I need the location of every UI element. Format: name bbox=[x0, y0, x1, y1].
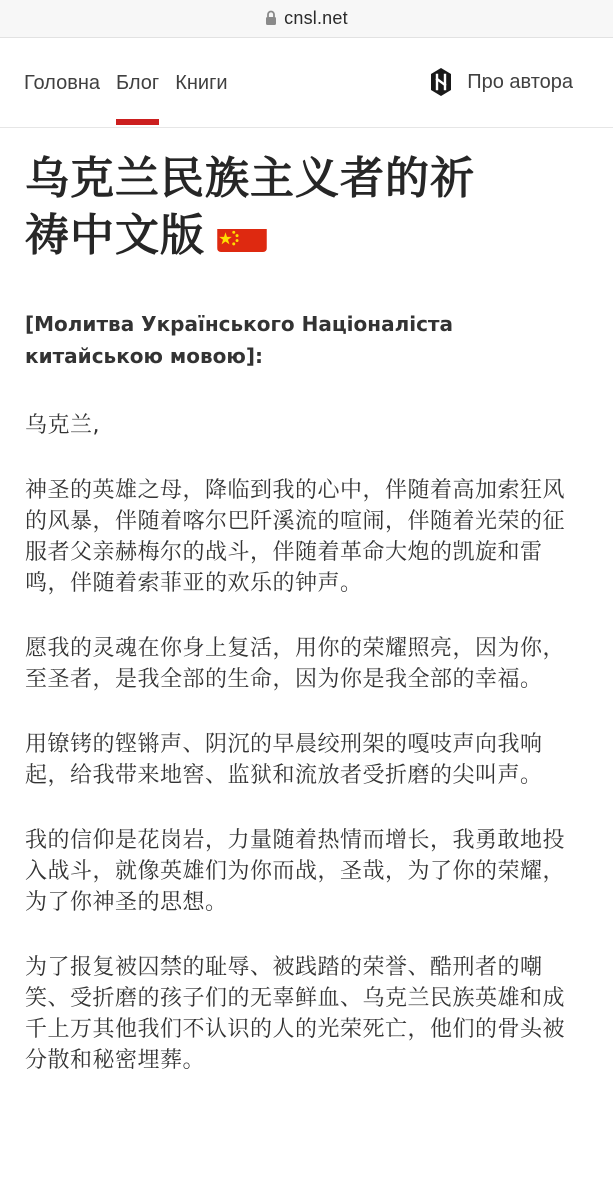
address-bar[interactable] bbox=[0, 0, 613, 38]
site-logo-icon bbox=[431, 68, 451, 96]
nav-link-blog[interactable]: Блог bbox=[116, 72, 160, 94]
prayer-paragraph-3: 用镣铐的铿锵声、阴沉的早晨绞刑架的嘎吱声向我响起，给我带来地窖、监狱和流放者受折磨的尖叫声。 bbox=[25, 732, 543, 788]
china-flag-icon bbox=[217, 219, 267, 252]
title-line-1: 乌克兰民族主义者的祈 bbox=[25, 153, 475, 204]
nav-link-about-author[interactable] bbox=[431, 68, 573, 96]
site-nav bbox=[0, 38, 613, 128]
nav-link-home[interactable]: Головна bbox=[24, 72, 100, 94]
prayer-paragraph-1: 神圣的英雄之母，降临到我的心中，伴随着高加索狂风的风暴，伴随着喀尔巴阡溪流的喧闹，伴随着光荣的征服者父亲赫梅尔的战斗，伴随着革命大炮的凯旋和雷鸣，伴随着索菲亚的欢乐的钟声。 bbox=[25, 478, 566, 596]
page-title bbox=[25, 150, 585, 264]
nav-link-books[interactable]: Книги bbox=[175, 72, 228, 94]
about-author-label: Про автора bbox=[467, 70, 573, 93]
url-text: cnsl.net bbox=[284, 8, 348, 28]
prayer-paragraph-5: 为了报复被囚禁的耻辱、被践踏的荣誉、酷刑者的嘲笑、受折磨的孩子们的无辜鲜血、乌克兰民族英雄和成千上万其他我们不认识的人的光荣死亡，他们的骨头被分散和秘密埋葬。 bbox=[25, 955, 566, 1073]
article-subtitle: [Молитва Українського Націоналіста китайською мовою]: bbox=[25, 312, 454, 368]
greeting-paragraph: 乌克兰, bbox=[25, 413, 100, 438]
prayer-paragraph-2: 愿我的灵魂在你身上复活，用你的荣耀照亮，因为你，至圣者，是我全部的生命，因为你是我全部的幸福。 bbox=[25, 636, 566, 692]
article bbox=[25, 150, 585, 1076]
nav-links bbox=[24, 72, 244, 95]
title-line-2: 祷中文版 bbox=[25, 210, 205, 261]
prayer-paragraph-4: 我的信仰是花岗岩，力量随着热情而增长，我勇敢地投入战斗，就像英雄们为你而战，圣哉，为了你的荣耀，为了你神圣的思想。 bbox=[25, 828, 566, 915]
lock-icon bbox=[265, 10, 277, 26]
